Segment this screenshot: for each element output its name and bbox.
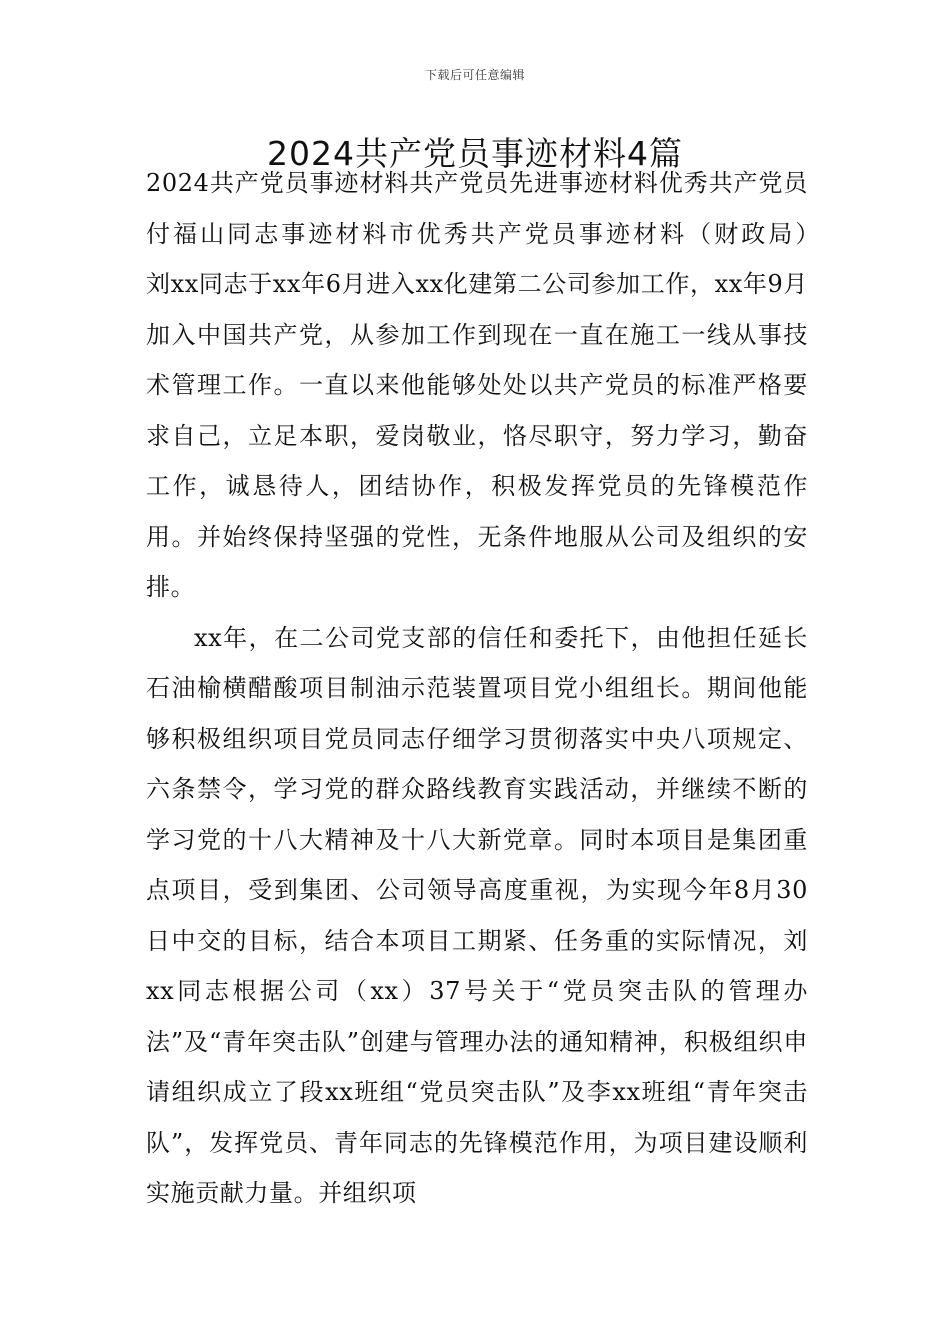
paragraph-1: 2024共产党员事迹材料共产党员先进事迹材料优秀共产党员付福山同志事迹材料市优秀共产党员事迹材料（财政局） 刘xx同志于xx年6月进入xx化建第二公司参加工作，xx年9月加入中国共产党，从参加工作到现在一直在施工一线从事技术管理工作。一直以来他能够处处以共产党员的标准严格要求自己，立足本职，爱岗敬业，恪尽职守，努力学习，勤奋工作，诚恳待人，团结协作，积极发挥党员的先锋模范作用。并始终保持坚强的党性，无条件地服从公司及组织的安排。 (146, 169, 858, 601)
document-title: 2024共产党员事迹材料4篇 (267, 134, 683, 173)
header-note: 下载后可任意编辑 (424, 68, 525, 82)
paragraph-2: xx年，在二公司党支部的信任和委托下，由他担任延长石油榆横醋酸项目制油示范装置项目党小组组长。期间他能够积极组织项目党员同志仔细学习贯彻落实中央八项规定、六条禁令，学习党的群众路线教育实践活动，并继续不断的学习党的十八大精神及十八大新党章。同时本项目是集团重点项目，受到集团、公司领导高度重视，为实现今年8月30日中交的目标，结合本项目工期紧、任务重的实际情况，刘xx同志根据公司（xx）37号关于“党员突击队的管理办法”及“青年突击队”创建与管理办法的通知精神，积极组织申请组织成立了段xx班组“党员突击队”及李xx班组“青年突击队”，发挥党员、青年同志的先锋模范作用，为项目建设顺利实施贡献力量。并组织项 (146, 623, 808, 1207)
document-body (146, 158, 858, 1219)
